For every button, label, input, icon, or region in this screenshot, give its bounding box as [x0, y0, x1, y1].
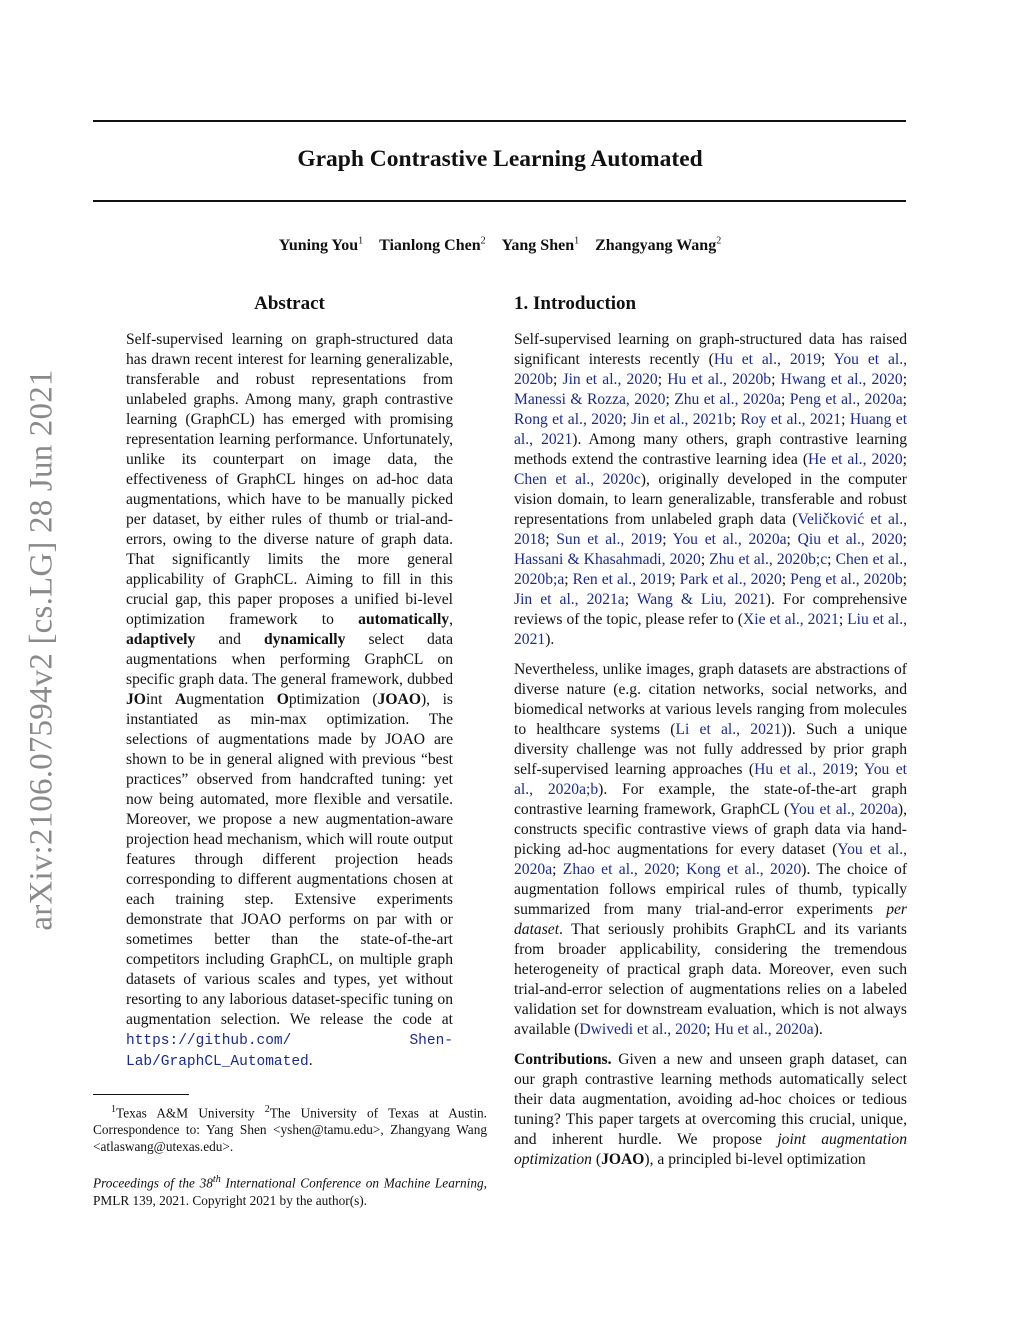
body-text: ; [622, 411, 632, 428]
body-text: ; [552, 861, 563, 878]
footnotes [93, 1094, 487, 1209]
italic-text: joint augmentation optimization [514, 1131, 907, 1168]
citation-link[interactable]: Zhu et al., 2020b;c [709, 551, 828, 568]
body-text: ; [671, 571, 680, 588]
body-text: ), is instantiated as min-max optimization. The selections of augmentations made by JOAO are shown to be in general aligned with previous “best practices” observed from handcrafted tuning: yet now being automated, more flexible and versatile. Moreover, we propose a new augmentation-aware projection head mechanism, which will route output features through different projection heads corresponding to different augmentations chosen at each training step. Extensive experiments demonstrate that JOAO performs on par with or sometimes better than the state-of-the-art competitors including GraphCL, on multiple graph datasets of various scales and types, yet without resorting to any laborious dataset-specific tuning on augmentation selection. We release the code at [126, 691, 453, 1028]
proceedings-note [93, 1171, 487, 1208]
citation-link[interactable]: Zhu et al., 2020a [674, 391, 782, 408]
citation-link[interactable]: Hu et al., 2020b [667, 371, 772, 388]
author [502, 237, 579, 254]
citation-link[interactable]: Jin et al., 2021a [514, 591, 625, 608]
italic-text: per dataset [514, 901, 907, 938]
citation-link[interactable]: Kong et al., 2020 [686, 861, 802, 878]
citation-link[interactable]: Jin et al., 2020 [562, 371, 658, 388]
citation-link[interactable]: Hwang et al., 2020 [780, 371, 903, 388]
intro-paragraph [514, 1050, 907, 1170]
body-text: ; [675, 861, 687, 878]
author-affiliation: 2 [716, 236, 722, 247]
body-text: Given a new and unseen graph dataset, can our graph contrastive learning methods automatically select their data augmentation, avoiding ad-hoc choices or tedious tuning? This paper targets at overcoming this crucial, unique, and inherent hurdle. We propose [514, 1051, 907, 1148]
body-text: ). [545, 631, 555, 648]
body-text: ; [665, 391, 675, 408]
body-text: int [145, 691, 175, 708]
body-text: ; [552, 371, 563, 388]
citation-link[interactable]: Peng et al., 2020a [789, 391, 903, 408]
body-text: ; [781, 391, 790, 408]
bold-text: dynamically [263, 631, 346, 648]
author-affiliation: 2 [480, 236, 486, 247]
citation-link[interactable]: Hu et al., 2019 [754, 761, 854, 778]
citation-link[interactable]: Huang et al., 2021 [514, 411, 908, 448]
citation-link[interactable]: Jin et al., 2021b [631, 411, 732, 428]
citation-link[interactable]: Xie et al., 2021 [742, 611, 839, 628]
body-text: ; [781, 571, 791, 588]
footnote-mark: 1 [111, 1104, 116, 1115]
body-text: ; [731, 411, 741, 428]
copyright-text: , PMLR 139, 2021. Copyright 2021 by the author(s). [93, 1175, 487, 1208]
body-text: ; [771, 371, 781, 388]
paper-title: Graph Contrastive Learning Automated [297, 146, 703, 172]
body-text: ; [700, 551, 710, 568]
citation-link[interactable]: You et al., 2020b [514, 351, 908, 388]
author-name: Yuning You [278, 237, 359, 255]
citation-link[interactable]: You et al., 2020a [514, 841, 907, 878]
author-name: Yang Shen [501, 237, 575, 255]
citation-link[interactable]: Dwivedi et al., 2020 [579, 1021, 707, 1038]
body-text: select data augmentations when performing GraphCL on specific graph data. The general framework, dubbed [126, 631, 453, 688]
body-text: ; [657, 371, 668, 388]
body-text: ; [841, 411, 850, 428]
body-text: Self-supervised learning on graph-structured data has drawn recent interest for learning generalizable, transferable and robust representations from unlabeled graphs. Among many, graph contrastive learning (GraphCL) has emerged with promising representation learning performance. Unfortunately, unlike its counterpart on image data, the effectiveness of GraphCL hinges on ad-hoc data augmentations, which have to be manually picked per dataset, by either rules of thumb or trial-and-errors, owing to the diverse nature of graph data. That significantly limits the more general applicability of GraphCL. Aiming to fill in this crucial gap, this paper proposes a unified bi-level optimization framework to [126, 331, 453, 628]
author-affiliation: 1 [358, 236, 364, 247]
body-text: Such a unique diversity challenge was not fully addressed by prior graph self-supervised learning approaches ( [514, 721, 908, 778]
body-text: ptimization ( [288, 691, 378, 708]
citation-link[interactable]: Veličković et al., 2018 [514, 511, 907, 548]
bold-text: JOAO [601, 1151, 645, 1168]
intro-paragraph [514, 660, 907, 1040]
proceedings-sup: th [212, 1174, 221, 1186]
body-text: ; [902, 391, 908, 408]
body-text: ). For example, the state-of-the-art graph contrastive learning framework, GraphCL ( [514, 781, 908, 818]
author-affiliation: 1 [574, 236, 580, 247]
citation-link[interactable]: He et al., 2020 [808, 451, 903, 468]
author [379, 237, 486, 254]
citation-link[interactable]: Qiu et al., 2020 [797, 531, 903, 548]
body-text: ). For comprehensive reviews of the topic, please refer to ( [514, 591, 907, 628]
body-text: ). Among many others, graph contrastive learning methods extend the contrastive learning idea ( [514, 431, 908, 468]
body-text: ( [591, 1151, 602, 1168]
body-text: ; [902, 451, 907, 468]
body-text: ; [821, 351, 834, 368]
citation-link[interactable]: Rong et al., 2020 [514, 411, 623, 428]
bold-text: O [276, 691, 289, 708]
body-text: . [308, 1052, 313, 1069]
body-text: ), a principled bi-level optimization [644, 1151, 866, 1168]
body-text: ; [564, 571, 573, 588]
body-text: ; [706, 1021, 715, 1038]
abstract-text [126, 330, 453, 1072]
body-text: ; [827, 551, 836, 568]
citation-link[interactable]: Ren et al., 2019 [572, 571, 672, 588]
intro-paragraph [514, 330, 907, 650]
body-text: ), originally developed in the computer vision domain, to learn generalizable, transferable and robust representations from unlabeled graph data ( [514, 471, 907, 528]
citation-link[interactable]: Liu et al., 2021 [514, 611, 908, 648]
citation-link[interactable]: Li et al., 2021 [675, 721, 782, 738]
bold-text: JO [126, 691, 146, 708]
proceedings-text: Proceedings of the 38 [93, 1175, 213, 1191]
introduction-heading: 1. Introduction [514, 293, 637, 314]
citation-link[interactable]: You et al., 2020a [672, 531, 787, 548]
left-column [126, 292, 453, 1082]
body-text: ; [545, 531, 557, 548]
bold-text: JOAO [377, 691, 421, 708]
body-text: ), constructs specific contrastive views of graph data via hand-picking ad-hoc augmentations for every dataset ( [514, 801, 907, 858]
affiliation-text: Texas A&M University [116, 1105, 265, 1121]
body-text: Self-supervised learning on graph-structured data has raised significant interests recently ( [514, 331, 907, 368]
footnote-rule [93, 1094, 189, 1095]
citation-link[interactable]: You et al., 2020a [789, 801, 898, 818]
citation-link[interactable]: Hu et al., 2020a [714, 1021, 814, 1038]
body-text: ). [813, 1021, 823, 1038]
citation-link[interactable]: You et al., 2020a;b [514, 761, 907, 798]
body-text: ; [786, 531, 798, 548]
citation-link[interactable]: Peng et al., 2020b [790, 571, 903, 588]
author-list [0, 236, 1000, 255]
footnote-mark: 2 [264, 1104, 270, 1115]
bold-text: Contributions. [514, 1051, 612, 1068]
body-text: ugmentation [186, 691, 277, 708]
arxiv-stamp: arXiv:2106.07594v2 [cs.LG] 28 Jun 2021 [23, 369, 60, 931]
body-text: ; [902, 571, 908, 588]
body-text: )). [781, 721, 796, 738]
author [279, 237, 363, 254]
body-text: ; [853, 761, 865, 778]
author-name: Tianlong Chen [379, 237, 481, 255]
body-text: ). The choice of augmentation follows empirical rules of thumb, typically summarized from many trial-and-error experiments [514, 861, 908, 918]
title-top-rule [93, 120, 906, 122]
citation-link[interactable]: Sun et al., 2019 [556, 531, 663, 548]
proceedings-text: International Conference on Machine Learning [220, 1175, 484, 1191]
citation-link[interactable]: Roy et al., 2021 [740, 411, 842, 428]
right-column [514, 292, 907, 1180]
citation-link[interactable]: Park et al., 2020 [679, 571, 782, 588]
citation-link[interactable]: Chen et al., 2020c [514, 471, 641, 488]
body-text: . That seriously prohibits GraphCL and its variants from broader applicability, considering the tremendous heterogeneity of practical graph data. Moreover, even such trial-and-error selection of augmentations relies on a labeled validation set for downstream evaluation, which is not always available ( [514, 921, 907, 1038]
author [595, 237, 721, 254]
citation-link[interactable]: Zhao et al., 2020 [562, 861, 676, 878]
abstract-heading: Abstract [254, 293, 325, 314]
citation-link[interactable]: Chen et al., 2020b;a [514, 551, 907, 588]
citation-link[interactable]: Wang & Liu, 2021 [636, 591, 766, 608]
body-text: ; [902, 371, 908, 388]
code-url-link[interactable]: https://github.com/ Shen-Lab/GraphCL_Automated [126, 1033, 453, 1070]
body-text: , [449, 611, 453, 628]
body-text: Nevertheless, unlike images, graph datasets are abstractions of diverse nature (e.g. citation networks, social networks, and biomedical networks at various levels ranging from molecules to healthcare systems ( [514, 661, 907, 738]
body-text: and [195, 631, 264, 648]
author-name: Zhangyang Wang [595, 237, 717, 255]
body-text: ; [902, 531, 908, 548]
bold-text: adaptively [126, 631, 196, 648]
body-text: ; [662, 531, 673, 548]
body-text: ; [624, 591, 637, 608]
correspondence-text: The University of Texas at Austin. Correspondence to: Yang Shen <yshen@tamu.edu>, Zhangyang Wang <atlaswang@utexas.edu>. [93, 1105, 487, 1155]
citation-link[interactable]: Manessi & Rozza, 2020 [514, 391, 666, 408]
citation-link[interactable]: Hu et al., 2019 [713, 351, 822, 368]
bold-text: A [174, 691, 187, 708]
body-text: ; [838, 611, 848, 628]
affiliation-footnote [93, 1101, 487, 1155]
bold-text: automatically [358, 611, 450, 628]
title-bottom-rule [93, 200, 906, 202]
citation-link[interactable]: Hassani & Khasahmadi, 2020 [514, 551, 701, 568]
